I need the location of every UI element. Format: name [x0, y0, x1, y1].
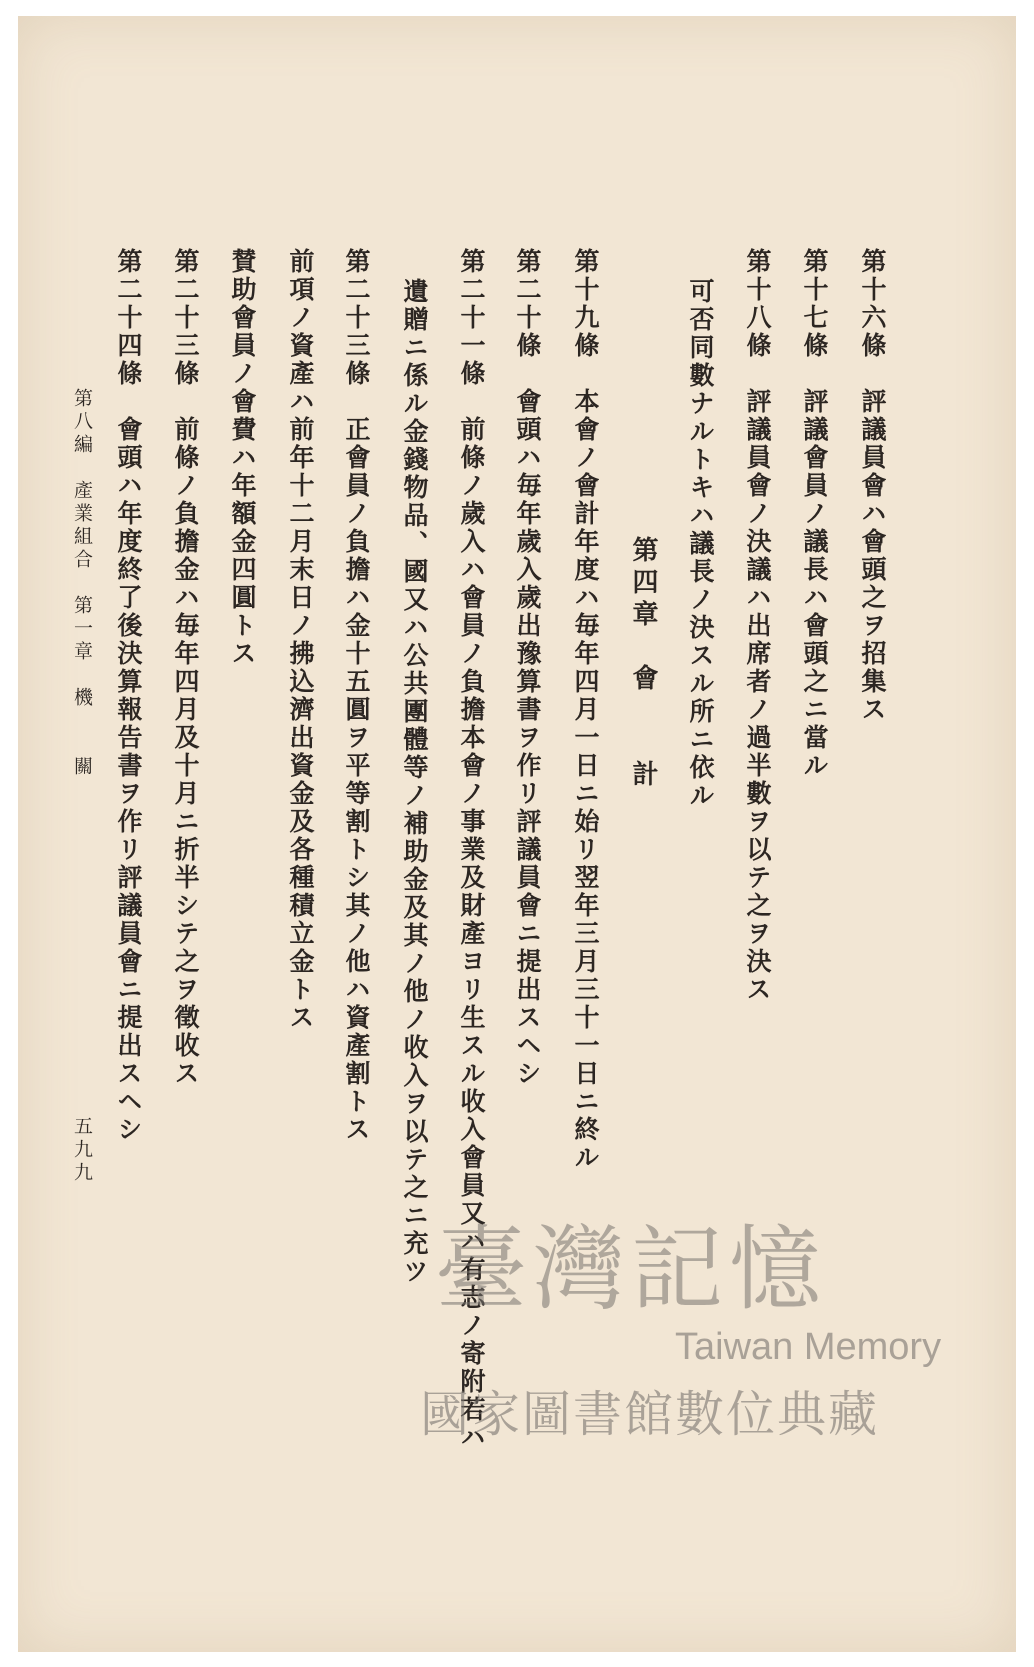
watermark-logo-text: 臺灣記憶	[435, 1216, 828, 1323]
article-20: 第二十條 會頭ハ毎年歲入歲出豫算書ヲ作リ評議員會ニ提出スヘシ	[513, 248, 542, 1088]
article-24: 第二十四條 會頭ハ年度終了後決算報告書ヲ作リ評議員會ニ提出スヘシ	[114, 248, 143, 1144]
article-19: 第十九條 本會ノ會計年度ハ毎年四月一日ニ始リ翌年三月三十一日ニ終ル	[571, 248, 600, 1172]
article-16: 第十六條 評議員會ハ會頭之ヲ招集ス	[858, 248, 887, 724]
article-17: 第十七條 評議會員ノ議長ハ會頭之ニ當ル	[800, 248, 829, 780]
watermark-subtitle-text: 國家圖書館數位典藏	[420, 1386, 880, 1443]
chapter-heading: 第四章 會 計	[628, 536, 658, 792]
article-23: 第二十三條 前條ノ負擔金ハ毎年四月及十月ニ折半シテ之ヲ徵收ス	[171, 248, 200, 1088]
watermark-english-text: Taiwan Memory	[675, 1326, 942, 1368]
document-page	[18, 16, 1016, 1652]
article-21-continuation: 遺贈ニ係ル金錢物品、國又ハ公共團體等ノ補助金及其ノ他ノ收入ヲ以テ之ニ充ツ	[400, 278, 429, 1286]
page-number: 五九九	[71, 1116, 93, 1185]
article-22-paragraph-2: 前項ノ資產ハ前年十二月末日ノ拂込濟出資金及各種積立金トス	[286, 248, 315, 1032]
article-22: 第二十三條 正會員ノ負擔ハ金十五圓ヲ平等割トシ其ノ他ハ資產割トス	[342, 248, 371, 1144]
article-18: 第十八條 評議員會ノ決議ハ出席者ノ過半數ヲ以テ之ヲ決ス	[743, 248, 772, 1004]
running-head: 第八編 產業組合 第一章 機 關	[71, 388, 93, 779]
article-18-continuation: 可否同數ナルトキハ議長ノ決スル所ニ依ル	[686, 278, 715, 810]
article-22-paragraph-3: 賛助會員ノ會費ハ年額金四圓トス	[228, 248, 257, 668]
article-21: 第二十一條 前條ノ歲入ハ會員ノ負擔本會ノ事業及財產ヨリ生スル收入會員又ハ有志ノ寄附若ハ	[457, 248, 486, 1452]
